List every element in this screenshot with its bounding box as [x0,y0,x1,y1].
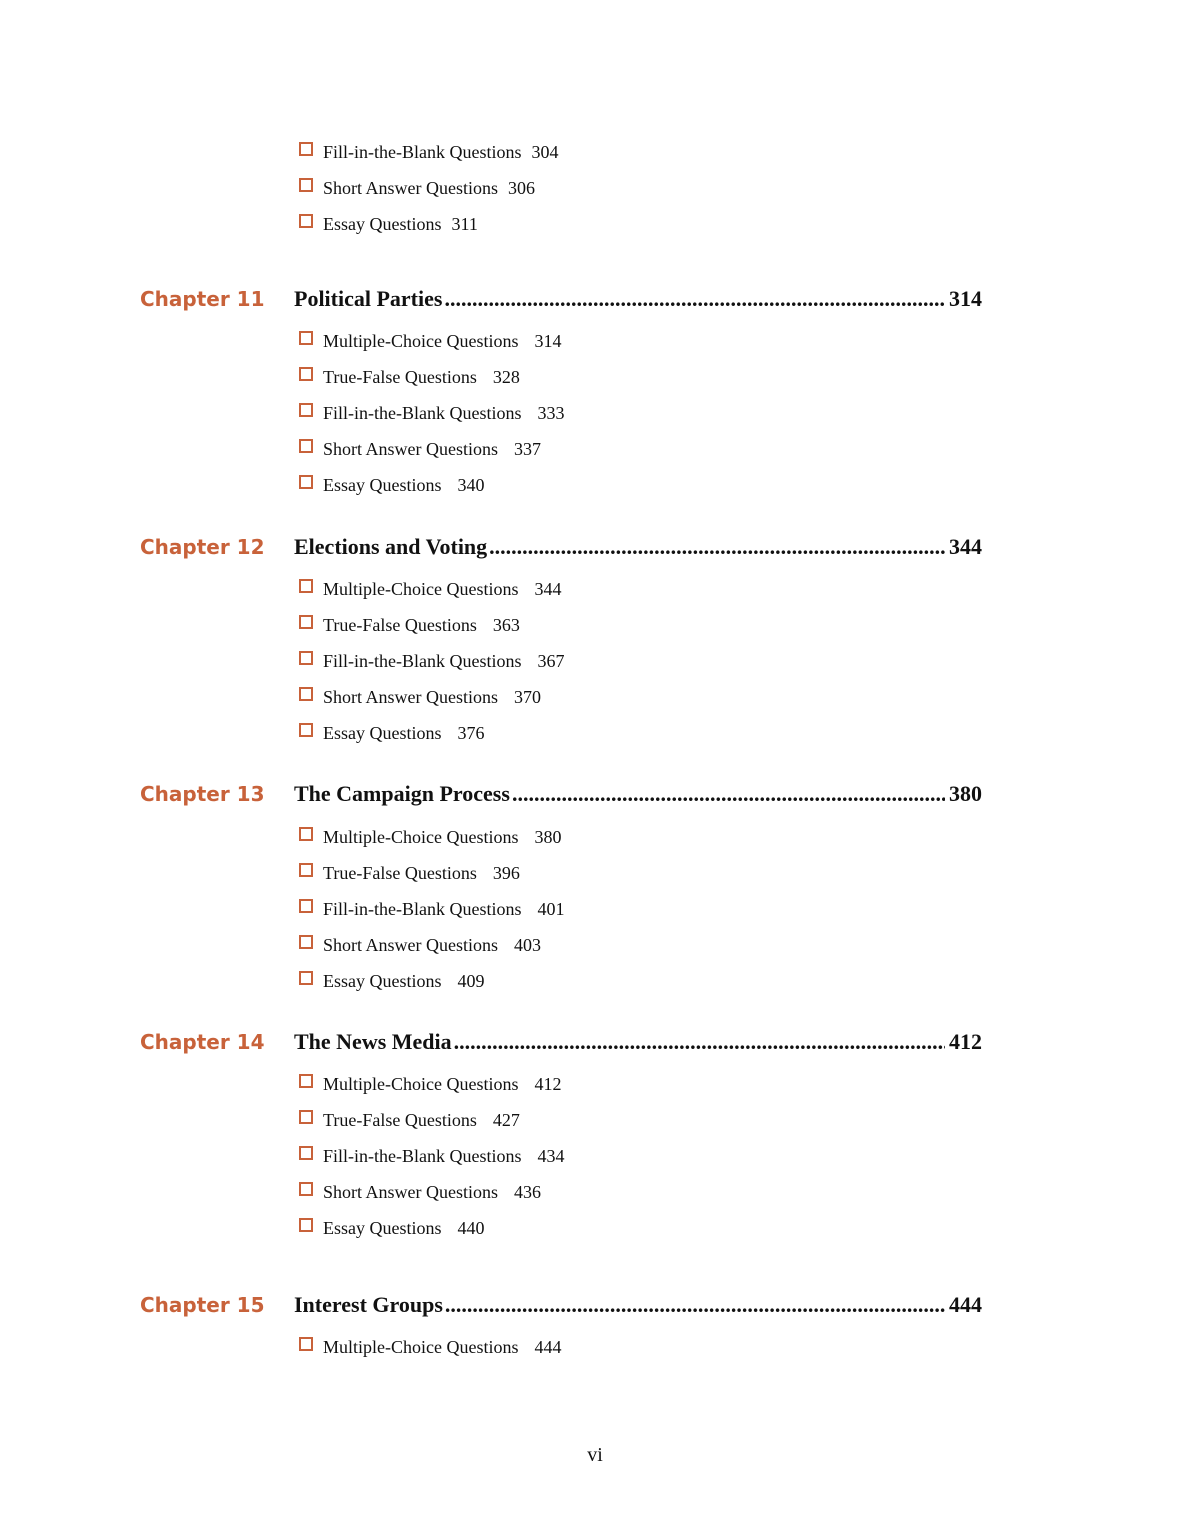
toc-item[interactable]: Multiple-Choice Questions 412 [299,1066,899,1102]
toc-item[interactable]: Essay Questions 340 [299,467,899,503]
toc-item[interactable]: Essay Questions 440 [299,1210,899,1246]
checkbox-square-icon [299,475,313,489]
toc-item[interactable]: Fill-in-the-Blank Questions 367 [299,643,899,679]
toc-item[interactable]: Fill-in-the-Blank Questions 333 [299,395,899,431]
toc-item[interactable]: Short Answer Questions 337 [299,431,899,467]
checkbox-square-icon [299,1146,313,1160]
chapter-page: 412 [949,1029,982,1054]
checkbox-square-icon [299,1218,313,1232]
checkbox-square-icon [299,367,313,381]
checkbox-square-icon [299,863,313,877]
dot-leader [489,534,945,560]
toc-item[interactable]: Multiple-Choice Questions 344 [299,571,899,607]
checkbox-square-icon [299,971,313,985]
chapter-title: Political Parties [294,286,443,311]
checkbox-square-icon [299,579,313,593]
chapter-label: Chapter 13 [140,782,265,806]
checkbox-square-icon [299,403,313,417]
checkbox-square-icon [299,1337,313,1351]
chapter-title: The Campaign Process [294,781,510,806]
dot-leader [454,1029,945,1055]
chapter-heading[interactable] [140,286,982,316]
toc-item[interactable]: Multiple-Choice Questions 444 [299,1329,899,1365]
checkbox-square-icon [299,899,313,913]
toc-item[interactable]: Short Answer Questions 306 [299,170,899,206]
checkbox-square-icon [299,142,313,156]
checkbox-square-icon [299,178,313,192]
dot-leader [445,1292,945,1318]
checkbox-square-icon [299,651,313,665]
chapter-label: Chapter 11 [140,287,265,311]
dot-leader [512,781,945,807]
chapter-label: Chapter 14 [140,1030,265,1054]
toc-item[interactable]: True-False Questions 363 [299,607,899,643]
chapter-label: Chapter 15 [140,1293,265,1317]
checkbox-square-icon [299,827,313,841]
toc-item[interactable]: True-False Questions 328 [299,359,899,395]
chapter-title: Elections and Voting [294,534,488,559]
chapter-item-list [299,1329,899,1365]
checkbox-square-icon [299,723,313,737]
checkbox-square-icon [299,214,313,228]
chapter-heading[interactable] [140,1029,982,1059]
checkbox-square-icon [299,687,313,701]
toc-item[interactable]: Multiple-Choice Questions 314 [299,323,899,359]
page-number: vi [587,1444,603,1466]
toc-item[interactable]: Short Answer Questions 403 [299,927,899,963]
toc-item[interactable]: Multiple-Choice Questions 380 [299,819,899,855]
toc-item[interactable]: Essay Questions 311 [299,206,899,242]
chapter-heading[interactable] [140,781,982,811]
toc-item[interactable]: Short Answer Questions 370 [299,679,899,715]
checkbox-square-icon [299,439,313,453]
chapter-page: 380 [949,781,982,806]
checkbox-square-icon [299,935,313,949]
chapter-item-list [299,571,899,751]
checkbox-square-icon [299,1182,313,1196]
toc-item[interactable]: Short Answer Questions 436 [299,1174,899,1210]
toc-item[interactable]: Fill-in-the-Blank Questions 304 [299,134,899,170]
continued-item-list [299,134,899,242]
chapter-label: Chapter 12 [140,535,265,559]
chapter-page: 444 [949,1292,982,1317]
dot-leader [444,286,945,312]
chapter-page: 344 [949,534,982,559]
chapter-title: Interest Groups [294,1292,443,1317]
chapter-page: 314 [949,286,982,311]
toc-item[interactable]: Fill-in-the-Blank Questions 401 [299,891,899,927]
chapter-item-list [299,323,899,503]
chapter-title: The News Media [294,1029,452,1054]
toc-item[interactable]: True-False Questions 396 [299,855,899,891]
toc-item[interactable]: Essay Questions 409 [299,963,899,999]
checkbox-square-icon [299,1074,313,1088]
chapter-item-list [299,819,899,999]
chapter-heading[interactable] [140,1292,982,1322]
toc-item[interactable]: True-False Questions 427 [299,1102,899,1138]
chapter-item-list [299,1066,899,1246]
toc-item[interactable]: Fill-in-the-Blank Questions 434 [299,1138,899,1174]
checkbox-square-icon [299,331,313,345]
checkbox-square-icon [299,1110,313,1124]
chapter-heading[interactable] [140,534,982,564]
toc-item[interactable]: Essay Questions 376 [299,715,899,751]
checkbox-square-icon [299,615,313,629]
